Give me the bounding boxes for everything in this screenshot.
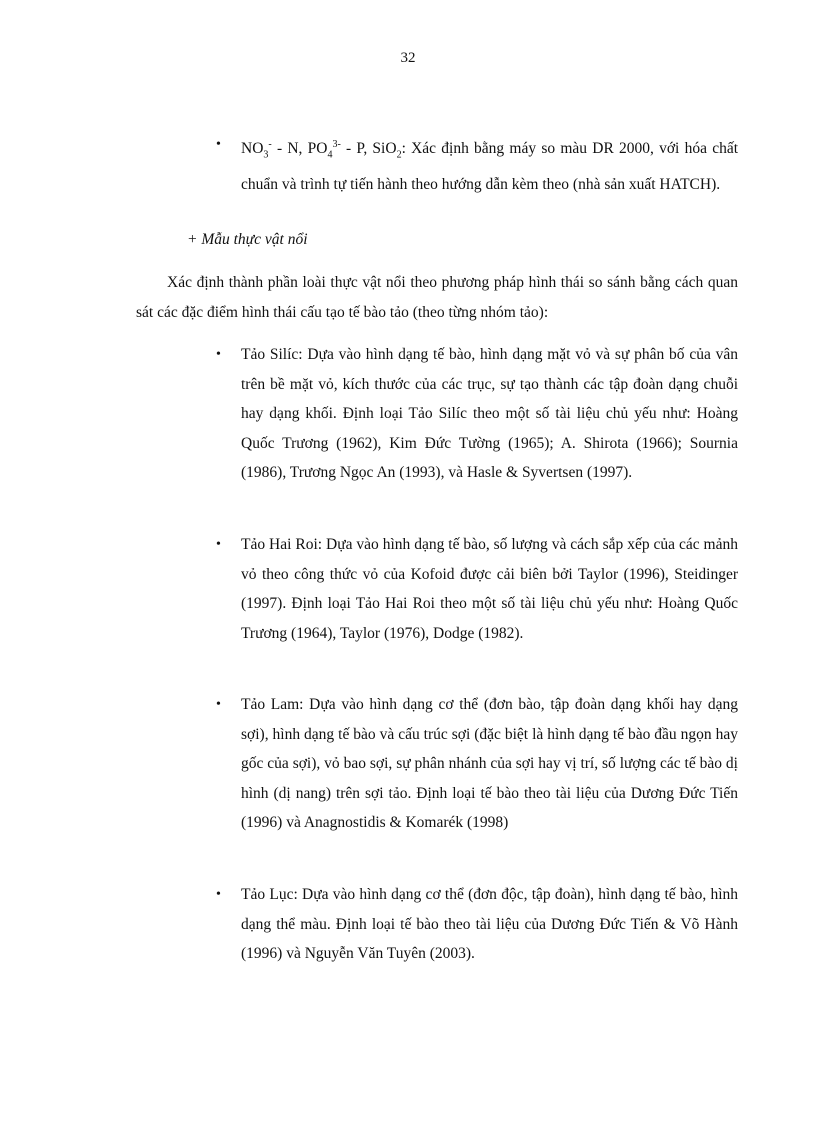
list-item-silic [216,340,738,488]
list-item-luc [216,880,738,969]
chemistry-text: $NO_3^-$ - N, $PO_4^{3-}$ - P, SiO$_2$: Xác định bằng máy so màu DR 2000, với hóa chất chuẩn và trình tự tiến hành theo hướng dẫn kèm theo (nhà sản xuất HATCH). [241,139,739,193]
list-item-text: Tảo Silíc: Dựa vào hình dạng tế bào, hình dạng mặt vỏ và sự phân bố của vân trên bề mặt vỏ, kích thước của các trục, sự tạo thành các tập đoàn dạng chuỗi hay dạng khối. Định loại Tảo Silíc theo một số tài liệu chủ yếu như: Hoàng Quốc Trương (1962), Kim Đức Tường (1965); A. Shirota (1966); Sournia (1986), Trương Ngọc An (1993), và Hasle & Syvertsen (1997). [241,346,738,481]
list-item-text: Tảo Lục: Dựa vào hình dạng cơ thể (đơn độc, tập đoàn), hình dạng tế bào, hình dạng thể màu. Định loại tế bào theo tài liệu của Dương Đức Tiến & Võ Hành (1996) và Nguyễn Văn Tuyên (2003). [241,886,738,962]
intro-paragraph: Xác định thành phần loài thực vật nổi theo phương pháp hình thái so sánh bằng cách quan sát các đặc điểm hình thái cấu tạo tế bào tảo (theo từng nhóm tảo): [136,274,738,321]
section-heading: + Mẫu thực vật nổi [187,231,308,248]
page-number: 32 [400,50,416,66]
list-item-hai-roi [216,530,738,648]
bullet-icon: • [216,887,221,902]
list-item-chemistry [216,130,738,199]
bullet-icon: • [216,137,221,152]
bullet-icon: • [216,347,221,362]
bullet-icon: • [216,537,221,552]
list-item-text: Tảo Lam: Dựa vào hình dạng cơ thể (đơn bào, tập đoàn dạng khối hay dạng sợi), hình dạng tế bào và cấu trúc sợi (đặc biệt là hình dạng tế bào đầu ngọn hay gốc của sợi), vỏ bao sợi, sự phân nhánh của sợi hay vị trí, số lượng các tế bào dị hình (dị nang) trên sợi tảo. Định loại tế bào theo tài liệu của Dương Đức Tiến (1996) và Anagnostidis & Komarék (1998) [241,696,738,831]
bullet-icon: • [216,697,221,712]
list-item-lam [216,690,738,838]
list-item-text: Tảo Hai Roi: Dựa vào hình dạng tế bào, số lượng và cách sắp xếp của các mảnh vỏ theo công thức vỏ của Kofoid được cải biên bởi Taylor (1996), Steidinger (1997). Định loại Tảo Hai Roi theo một số tài liệu chủ yếu như: Hoàng Quốc Trương (1964), Taylor (1976), Dodge (1982). [241,536,738,642]
